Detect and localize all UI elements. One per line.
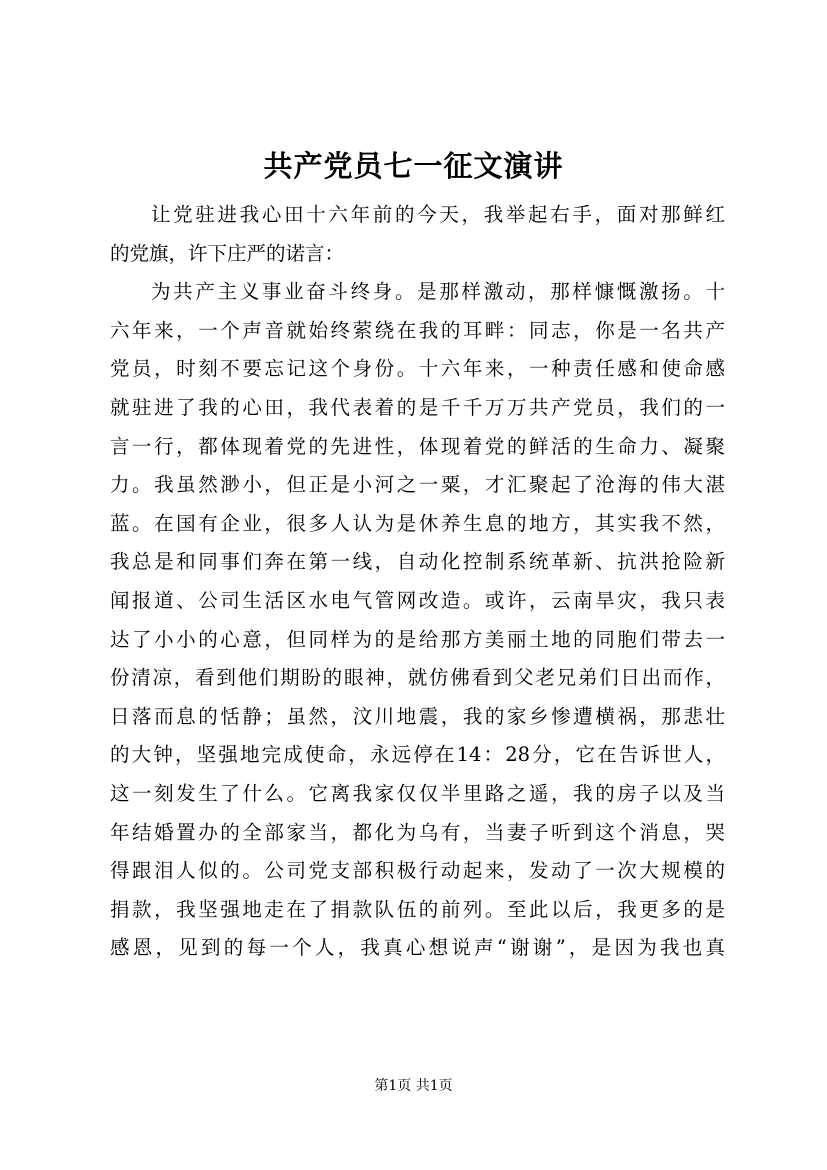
document-body xyxy=(110,196,725,968)
paragraph-2-line: 日落而息的恬静；虽然，汶川地震，我的家乡惨遭横祸，那悲壮 xyxy=(110,704,725,728)
paragraph-2-line: 我总是和同事们奔在第一线，自动化控制系统革新、抗洪抢险新 xyxy=(110,550,725,574)
paragraph-2-line: 党员，时刻不要忘记这个身份。十六年来，一种责任感和使命感 xyxy=(110,357,725,381)
paragraph-2-line: 就驻进了我的心田，我代表着的是千千万万共产党员，我们的一 xyxy=(110,395,725,419)
paragraph-2-line: 的大钟，坚强地完成使命，永远停在14：28分，它在告诉世人， xyxy=(110,743,725,767)
paragraph-2-line: 捐款，我坚强地走在了捐款队伍的前列。至此以后，我更多的是 xyxy=(110,897,725,921)
page-number-footer: 第1页 共1页 xyxy=(374,1078,453,1094)
paragraph-1-line: 的党旗，许下庄严的诺言： xyxy=(110,241,345,265)
paragraph-2-line: 言一行，都体现着党的先进性，体现着党的鲜活的生命力、凝聚 xyxy=(110,434,725,458)
paragraph-2-line: 六年来，一个声音就始终萦绕在我的耳畔：同志，你是一名共产 xyxy=(110,318,725,342)
paragraph-2-line: 力。我虽然渺小，但正是小河之一粟，才汇聚起了沧海的伟大湛 xyxy=(110,473,725,497)
paragraph-2-line: 达了小小的心意，但同样为的是给那方美丽土地的同胞们带去一 xyxy=(110,627,725,651)
paragraph-2-line: 感恩，见到的每一个人，我真心想说声“谢谢”，是因为我也真 xyxy=(110,936,725,960)
paragraph-2-line: 为共产主义事业奋斗终身。是那样激动，那样慷慨激扬。十 xyxy=(151,280,725,304)
paragraph-2-line: 蓝。在国有企业，很多人认为是休养生息的地方，其实我不然， xyxy=(110,511,725,535)
paragraph-2-line: 份清凉，看到他们期盼的眼神，就仿佛看到父老兄弟们日出而作， xyxy=(110,666,725,690)
paragraph-2-line: 年结婚置办的全部家当，都化为乌有，当妻子听到这个消息，哭 xyxy=(110,820,725,844)
paragraph-2-line: 得跟泪人似的。公司党支部积极行动起来，发动了一次大规模的 xyxy=(110,859,725,883)
paragraph-2-line: 这一刻发生了什么。它离我家仅仅半里路之遥，我的房子以及当 xyxy=(110,781,725,805)
document-title: 共产党员七一征文演讲 xyxy=(263,149,564,183)
paragraph-2-line: 闻报道、公司生活区水电气管网改造。或许，云南旱灾，我只表 xyxy=(110,588,725,612)
paragraph-1-line: 让党驻进我心田十六年前的今天，我举起右手，面对那鲜红 xyxy=(151,203,725,226)
